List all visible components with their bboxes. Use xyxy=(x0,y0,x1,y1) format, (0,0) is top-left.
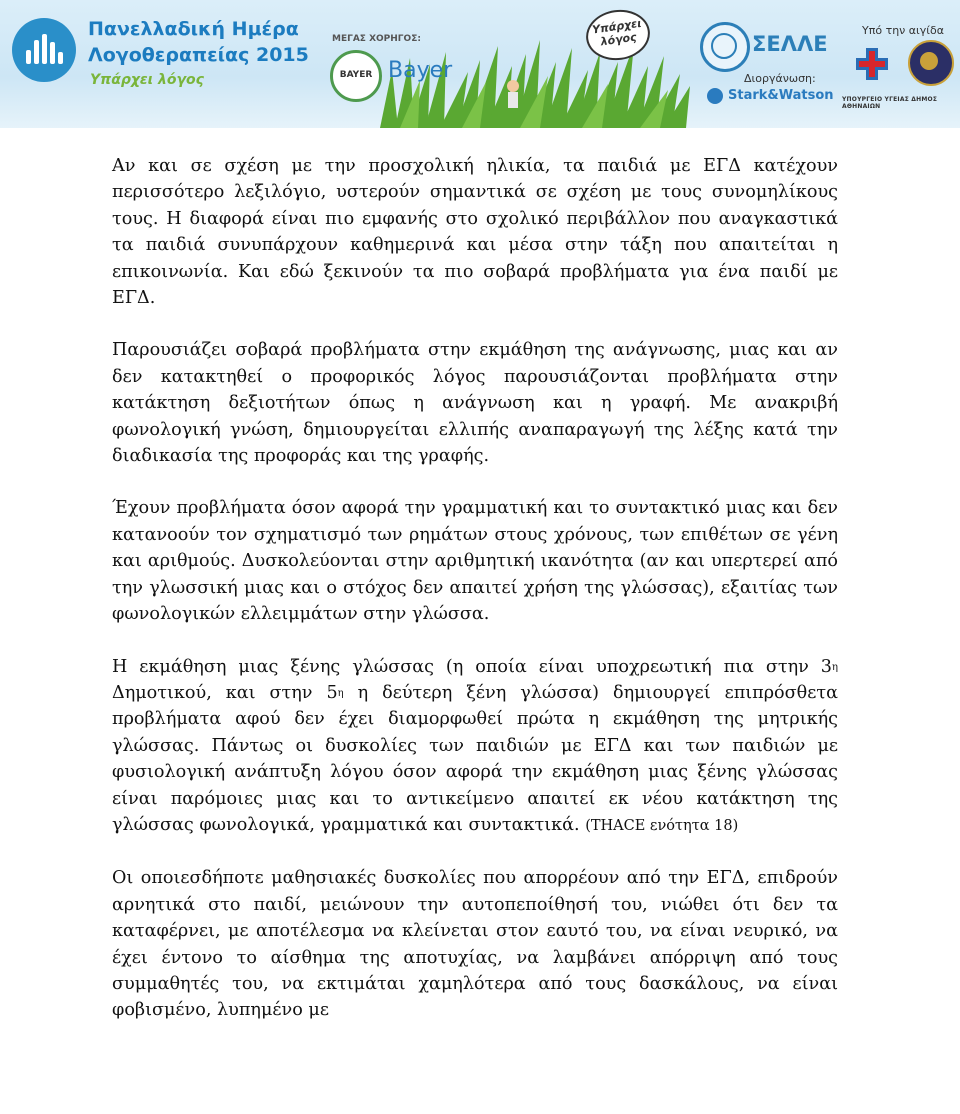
article-body xyxy=(112,153,838,1024)
event-title-line2: Λογοθεραπείας 2015 xyxy=(88,44,309,66)
organizer-icon xyxy=(707,88,723,104)
speech-bubble-text: Υπάρχει λόγος xyxy=(591,16,643,49)
selle-name: ΣΕΛΛΕ xyxy=(752,32,828,56)
paragraph-5: Οι οποιεσδήποτε μαθησιακές δυσκολίες που απορρέουν από την ΕΓΔ, επιδρούν αρνητικά στο παιδί, μειώνουν την αυτοπεποίθησή του, νιώθει ότι δεν τα καταφέρνει, με αποτέλεσμα να κλείνεται στον εαυτό του, να είναι νευρικό, να έχει έντονο το αίσθημα της αποτυχίας, να λαμβάνει απόρριψη από τους συμμαθητές του, να εκτιμάται χαμηλότερα από τους δασκάλους, να είναι φοβισμένο, λυπημένο με xyxy=(112,868,838,1021)
ministry-health-icon xyxy=(850,44,894,84)
municipality-seal xyxy=(908,40,954,86)
organizer-caption: Διοργάνωση: xyxy=(744,72,816,85)
bayer-wordmark: Bayer xyxy=(388,58,453,83)
paragraph-1: Αν και σε σχέση με την προσχολική ηλικία, τα παιδιά με ΕΓΔ κατέχουν περισσότερο λεξιλόγιο, υστερούν σημαντικά σε σχέση με τους συνομηλίκους τους. Η διαφορά είναι πιο εμφανής στο σχολικό περιβάλλον που αναγκαστικά τα παιδιά συνυπάρχουν καθημερινά και μέσα στην τάξη που απαιτείται η επικοινωνία. Και εδώ ξεκινούν τα πιο σοβαρά προβλήματα για ένα παιδί με ΕΓΔ. xyxy=(112,156,838,309)
selle-emblem xyxy=(700,22,750,72)
paragraph-4: Η εκμάθηση μιας ξένης γλώσσας (η οποία είναι υποχρεωτική πια στην $3^\eta$ Δημοτικού, και στην $5^\eta$ η δεύτερη ξένη γλώσσα) δημιουργεί επιπρόσθετα προβλήματα αφού δεν έχει διαμορφωθεί πρώτα η εκμάθηση της μητρικής γλώσσας. Πάντως οι δυσκολίες των παιδιών με ΕΓΔ και των παιδιών με φυσιολογική ανάπτυξη λόγου όσον αφορά την εκμάθηση μιας ξένης γλώσσας είναι παρόμοιες μιας και το αντικείμενο απαιτεί εκ νέου κατάκτηση της γλώσσας φωνολογικά, γραμματικά και συντακτικά. (THACE ενότητα 18) xyxy=(112,656,838,835)
header-banner xyxy=(0,0,960,128)
event-title-line1: Πανελλαδική Ημέρα xyxy=(88,18,299,40)
paragraph-2: Παρουσιάζει σοβαρά προβλήματα στην εκμάθηση της ανάγνωσης, μιας και αν δεν κατακτηθεί ο προφορικός λόγος παρουσιάζονται προβλήματα στην κατάκτηση δεξιοτήτων όπως η ανάγνωση και η γραφή. Με ανακριβή φωνολογική γνώση, δημιουργείται ελλιπής αναπαραγωγή της λέξης κατά την διαδικασία της προφοράς και της γραφής. xyxy=(112,340,838,467)
citation: (THACE ενότητα 18) xyxy=(585,817,739,834)
superscript-ordinal: η xyxy=(337,687,344,699)
superscript-ordinal: η xyxy=(832,661,838,673)
organizer-name: Stark&Watson xyxy=(728,88,834,103)
ministry-caption: ΥΠΟΥΡΓΕΙΟ ΥΓΕΙΑΣ ΔΗΜΟΣ ΑΘΗΝΑΙΩΝ xyxy=(842,96,938,110)
event-tagline: Υπάρχει λόγος xyxy=(90,72,204,88)
bayer-cross-logo xyxy=(330,50,382,102)
bayer-cross-horizontal: BAYER xyxy=(339,70,373,80)
auspices-caption: Υπό την αιγίδα xyxy=(862,24,944,37)
event-logo xyxy=(12,18,76,82)
paragraph-3: Έχουν προβλήματα όσον αφορά την γραμματική και το συντακτικό μιας και δεν κατανοούν τον σχηματισμό των ρημάτων στους χρόνους, των επιθέτων σε γένη και αριθμούς. Δυσκολεύονται στην αριθμητική ικανότητα (αν και υπερτερεί από την γλωσσική μιας και ο στόχος δεν απαιτεί χρήση της γλώσσας), εξαιτίας των φωνολογικών ελλειμμάτων στην γλώσσα. xyxy=(112,498,838,625)
sponsor-caption: ΜΕΓΑΣ ΧΟΡΗΓΟΣ: xyxy=(332,34,421,44)
